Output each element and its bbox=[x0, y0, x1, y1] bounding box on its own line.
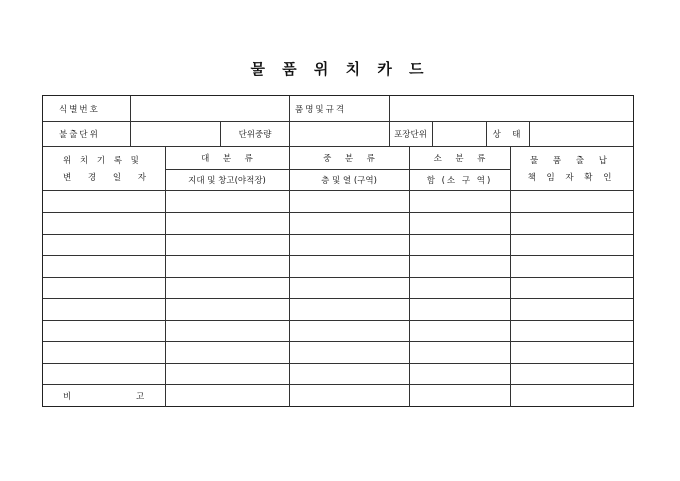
location-record-change-date-label-line1: 위 치 기 록 및 bbox=[63, 156, 142, 166]
row-divider bbox=[43, 190, 633, 191]
zone-warehouse-label: 지대 및 창고(야적장) bbox=[188, 175, 266, 186]
row-divider bbox=[43, 320, 633, 321]
row-divider bbox=[43, 234, 633, 235]
item-name-spec-label: 품명및규격 bbox=[295, 104, 347, 115]
col-divider bbox=[130, 96, 131, 146]
remark-label-char2: 고 bbox=[136, 391, 145, 402]
status-label: 상 태 bbox=[492, 129, 523, 140]
issue-unit-label: 불출단위 bbox=[59, 129, 100, 140]
unit-weight-label: 단위중량 bbox=[238, 129, 272, 140]
major-category-label: 대 분 류 bbox=[201, 153, 253, 164]
row-divider bbox=[43, 384, 633, 385]
row-divider bbox=[43, 121, 633, 122]
middle-category-label: 중 분 류 bbox=[323, 153, 375, 164]
floor-row-section-label: 층 및 열 (구역) bbox=[321, 175, 377, 186]
col-divider bbox=[529, 121, 530, 146]
issue-manager-confirm-label-line1: 물 품 출 납 bbox=[530, 156, 613, 166]
row-divider bbox=[43, 298, 633, 299]
issue-manager-confirm-label-line2: 책 임 자 확 인 bbox=[527, 173, 616, 183]
col-divider bbox=[432, 121, 433, 146]
location-card-form bbox=[42, 95, 634, 407]
row-divider bbox=[43, 212, 633, 213]
location-record-change-date-label-line2: 변 경 일 자 bbox=[63, 173, 153, 183]
row-divider bbox=[43, 363, 633, 364]
col-divider bbox=[289, 96, 290, 146]
remark-label-char1: 비 bbox=[63, 391, 72, 402]
minor-category-label: 소 분 류 bbox=[433, 153, 486, 164]
row-divider bbox=[43, 341, 633, 342]
identification-number-label: 식별번호 bbox=[59, 104, 100, 115]
packing-unit-label: 포장단위 bbox=[394, 129, 427, 140]
form-title: 물 품 위 치 카 드 bbox=[250, 60, 430, 78]
row-divider bbox=[43, 255, 633, 256]
box-subsection-label: 함 (소 구 역) bbox=[426, 175, 493, 186]
row-divider bbox=[43, 277, 633, 278]
col-divider bbox=[510, 146, 511, 407]
